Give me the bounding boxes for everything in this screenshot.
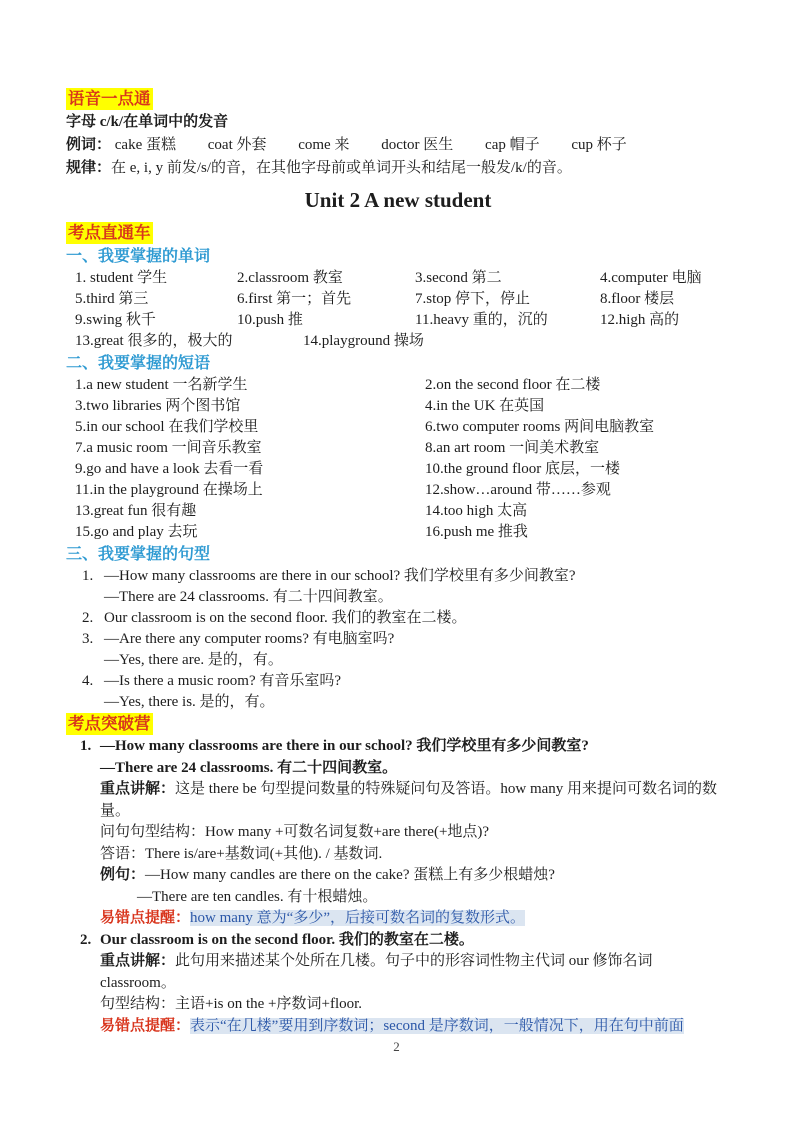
explain-label: 重点讲解： xyxy=(100,781,176,797)
sentence-number: 4. xyxy=(82,673,94,689)
exam-badge xyxy=(66,222,730,245)
words-row xyxy=(66,289,730,310)
phrase-item: 8.an art room 一间美术教室 xyxy=(425,440,600,456)
question-structure xyxy=(100,822,730,844)
phrases-row xyxy=(66,522,730,543)
sentence-item xyxy=(66,650,730,671)
phonics-example: coat 外套 xyxy=(207,137,267,153)
breakthrough-section xyxy=(66,713,730,1037)
word-item: 12.high 高的 xyxy=(600,312,680,328)
sentence-number: 3. xyxy=(82,631,94,647)
phrase-item: 6.two computer rooms 两间电脑教室 xyxy=(425,419,655,435)
question-structure-text: How many +可数名词复数+are there(+地点)? xyxy=(205,824,490,840)
item-explain xyxy=(100,951,730,994)
word-item: 14.playground 操场 xyxy=(303,333,424,349)
error-tip xyxy=(100,1016,730,1038)
word-item: 4.computer 电脑 xyxy=(600,270,702,286)
phrases-row xyxy=(66,417,730,438)
example-text: —There are ten candles. 有十根蜡烛。 xyxy=(137,888,378,905)
item-explain xyxy=(100,779,730,822)
sentence-item xyxy=(66,671,730,692)
explain-label: 重点讲解： xyxy=(100,953,176,969)
sentence-item xyxy=(66,608,730,629)
sentence-text: —Yes, there is. 是的，有。 xyxy=(104,694,275,710)
error-tip-label: 易错点提醒： xyxy=(100,1017,191,1034)
word-item: 11.heavy 重的，沉的 xyxy=(415,312,548,328)
sentence-text: —Is there a music room? 有音乐室吗? xyxy=(104,673,342,689)
phrase-item: 9.go and have a look 去看一看 xyxy=(75,461,264,477)
explain-text: 这是 there be 句型提问数量的特殊疑问句及答语。how many 用来提问可数名词的数量。 xyxy=(100,781,718,819)
error-tip-label: 易错点提醒： xyxy=(100,910,191,926)
word-item: 5.third 第三 xyxy=(75,291,149,307)
phrase-item: 14.too high 太高 xyxy=(425,503,528,519)
words-heading: 一、我要掌握的单词 xyxy=(66,248,211,265)
word-item: 6.first 第一；首先 xyxy=(237,291,352,307)
phrases-heading: 二、我要掌握的短语 xyxy=(66,355,211,372)
breakthrough-badge-label: 考点突破营 xyxy=(68,715,151,733)
word-item: 3.second 第二 xyxy=(415,270,502,286)
phrase-item: 11.in the playground 在操场上 xyxy=(75,482,263,498)
sentence-structure-label: 句型结构： xyxy=(100,996,176,1012)
phonics-badge-label: 语音一点通 xyxy=(68,90,151,108)
phonics-examples xyxy=(66,134,730,157)
sentence-text: —Yes, there are. 是的，有。 xyxy=(104,652,283,668)
phrases-row xyxy=(66,480,730,501)
phrase-item: 10.the ground floor 底层，一楼 xyxy=(425,461,620,477)
sentence-structure xyxy=(100,994,730,1016)
phrases-list xyxy=(66,375,730,543)
phrase-item: 12.show…around 带……参观 xyxy=(425,482,611,498)
question-structure-label: 问句句型结构： xyxy=(100,824,206,840)
phrases-row xyxy=(66,501,730,522)
phonics-example: cake 蛋糕 xyxy=(114,137,176,153)
phrase-item: 2.on the second floor 在二楼 xyxy=(425,377,601,393)
sentences-heading: 三、我要掌握的句型 xyxy=(66,546,211,563)
phrase-item: 4.in the UK 在英国 xyxy=(425,398,545,414)
error-tip xyxy=(100,908,730,930)
error-tip-text: 表示“在几楼”要用到序数词；second 是序数词，一般情况下，用在句中前面 xyxy=(190,1017,684,1034)
example-sentence xyxy=(100,887,730,909)
example-text: —How many candles are there on the cake? 蛋糕上有多少根蜡烛? xyxy=(145,867,555,883)
word-item: 7.stop 停下，停止 xyxy=(415,291,531,307)
phonics-badge xyxy=(66,88,730,111)
sentence-structure-text: 主语+is on the +序数词+floor. xyxy=(175,996,363,1012)
phrase-item: 1.a new student 一名新学生 xyxy=(75,377,248,393)
breakthrough-badge xyxy=(66,713,730,736)
answer-structure-label: 答语： xyxy=(100,845,146,862)
page-number: 2 xyxy=(393,1039,400,1054)
phonics-heading: 字母 c/k/在单词中的发音 xyxy=(66,114,229,130)
sentence-number: 2. xyxy=(82,610,94,626)
example-label: 例句： xyxy=(100,867,146,883)
word-item: 10.push 推 xyxy=(237,312,303,328)
phrases-row xyxy=(66,459,730,480)
exam-badge-label: 考点直通车 xyxy=(68,224,151,242)
phrase-item: 3.two libraries 两个图书馆 xyxy=(75,398,241,414)
phonics-rule xyxy=(66,157,730,180)
words-list xyxy=(66,268,730,352)
error-tip-text: how many 意为“多少”，后接可数名词的复数形式。 xyxy=(190,910,525,926)
breakthrough-item-1 xyxy=(66,736,730,930)
phonics-example: cap 帽子 xyxy=(485,137,540,153)
breakthrough-item-2 xyxy=(66,930,730,1038)
sentence-text: —How many classrooms are there in our school? 我们学校里有多少间教室? xyxy=(104,568,576,584)
phrase-item: 7.a music room 一间音乐教室 xyxy=(75,440,262,456)
phonics-example: come 来 xyxy=(298,137,350,153)
phonics-example: cup 杯子 xyxy=(571,137,627,153)
phrases-row xyxy=(66,396,730,417)
page-content xyxy=(66,88,730,1037)
words-row xyxy=(66,310,730,331)
sentence-item xyxy=(66,587,730,608)
phrase-item: 16.push me 推我 xyxy=(425,524,528,540)
phrases-row xyxy=(66,375,730,396)
phrase-item: 15.go and play 去玩 xyxy=(75,524,198,540)
answer-structure-text: There is/are+基数词(+其他). / 基数词. xyxy=(145,845,383,862)
sentence-item xyxy=(66,566,730,587)
phonics-rule-text: 在 e, i, y 前发/s/的音，在其他字母前或单词开头和结尾一般发/k/的音。 xyxy=(111,160,572,176)
sentence-item xyxy=(66,629,730,650)
phonics-section xyxy=(66,88,730,180)
unit-title: Unit 2 A new student xyxy=(304,188,492,212)
sentence-text: —Are there any computer rooms? 有电脑室吗? xyxy=(104,631,395,647)
item-number: 2. xyxy=(80,931,92,948)
word-item: 2.classroom 教室 xyxy=(237,270,343,286)
answer-structure xyxy=(100,844,730,866)
phrase-item: 5.in our school 在我们学校里 xyxy=(75,419,259,435)
sentence-item xyxy=(66,692,730,713)
phonics-examples-label: 例词： xyxy=(66,137,112,153)
words-row xyxy=(66,268,730,289)
word-item: 8.floor 楼层 xyxy=(600,291,675,307)
phrase-item: 13.great fun 很有趣 xyxy=(75,503,197,519)
item-headline: Our classroom is on the second floor. 我们的教室在二楼。 xyxy=(100,931,474,948)
sentence-number: 1. xyxy=(82,568,94,584)
example-sentence xyxy=(100,865,730,887)
sentence-text: Our classroom is on the second floor. 我们的教室在二楼。 xyxy=(104,610,467,626)
word-item: 13.great 很多的，极大的 xyxy=(75,333,233,349)
phonics-rule-label: 规律： xyxy=(66,160,112,176)
phrases-row xyxy=(66,438,730,459)
exam-express-section xyxy=(66,222,730,713)
words-row xyxy=(66,331,730,352)
item-headline: —How many classrooms are there in our school? 我们学校里有多少间教室? xyxy=(100,738,589,754)
word-item: 1. student 学生 xyxy=(75,270,168,286)
sentence-text: —There are 24 classrooms. 有二十四间教室。 xyxy=(104,589,393,605)
explain-text: 此句用来描述某个处所在几楼。句子中的形容词性物主代词 our 修饰名词 classroom。 xyxy=(100,953,653,991)
word-item: 9.swing 秋千 xyxy=(75,312,156,328)
item-headline: —There are 24 classrooms. 有二十四间教室。 xyxy=(100,759,398,776)
phonics-example: doctor 医生 xyxy=(381,137,454,153)
sentences-list xyxy=(66,566,730,713)
item-number: 1. xyxy=(80,738,92,754)
